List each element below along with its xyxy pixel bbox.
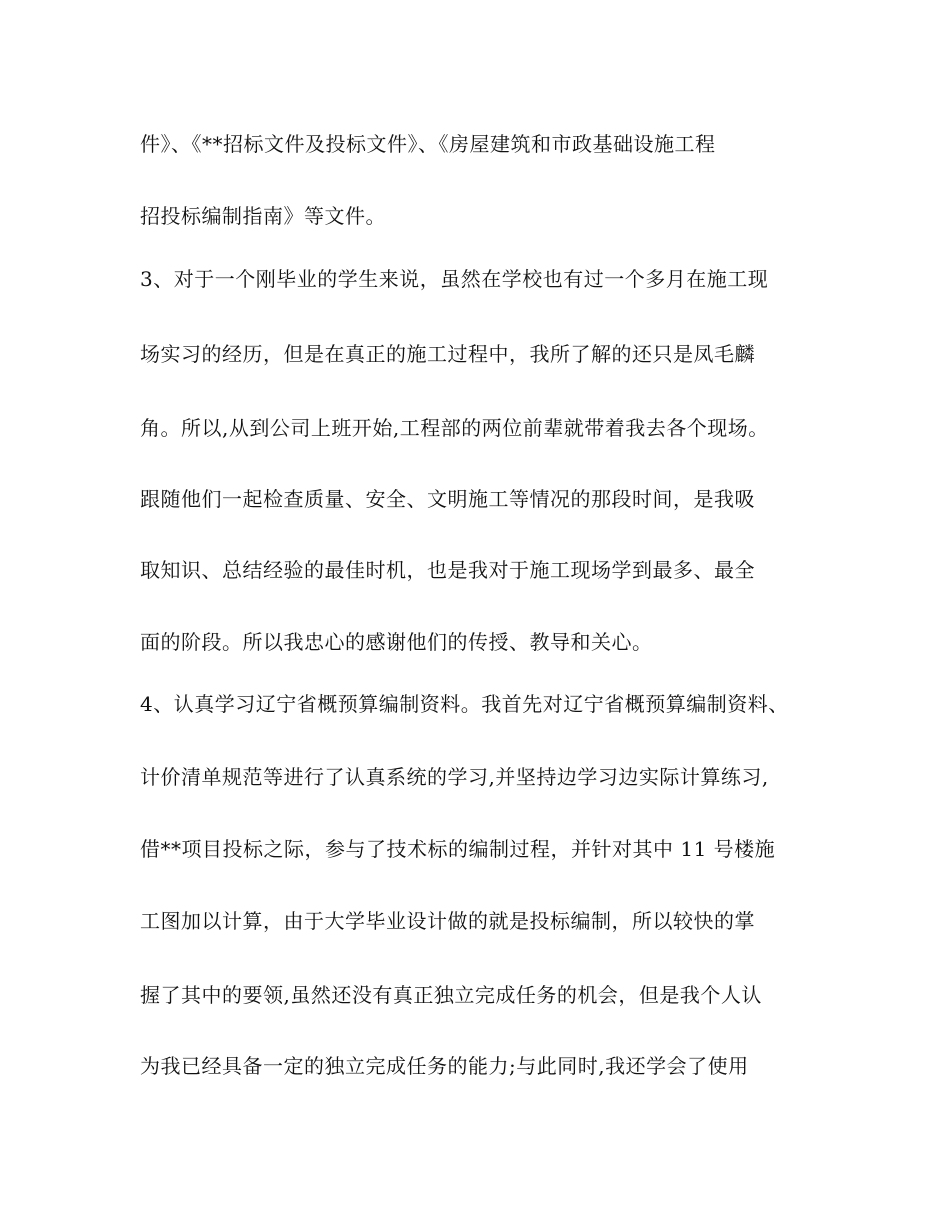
text-line: 4、认真学习辽宁省概预算编制资料。我首先对辽宁省概预算编制资料、 [140, 692, 789, 716]
text-line: 招投标编制指南》等文件。 [140, 204, 386, 228]
text-line: 借**项目投标之际，参与了技术标的编制过程，并针对其中 11 号楼施 [140, 837, 776, 861]
text-line: 件》、《**招标文件及投标文件》、《房屋建筑和市政基础设施工程 [140, 132, 716, 156]
text-line: 计价清单规范等进行了认真系统的学习,并坚持边学习边实际计算练习, [140, 765, 769, 789]
text-line: 工图加以计算，由于大学毕业设计做的就是投标编制，所以较快的掌 [140, 909, 755, 933]
text-line: 跟随他们一起检查质量、安全、文明施工等情况的那段时间，是我吸 [140, 487, 755, 511]
text-line: 为我已经具备一定的独立完成任务的能力;与此同时,我还学会了使用 [140, 1054, 749, 1078]
text-line: 取知识、总结经验的最佳时机，也是我对于施工现场学到最多、最全 [140, 558, 755, 582]
text-line: 面的阶段。所以我忠心的感谢他们的传授、教导和关心。 [140, 630, 653, 654]
text-line: 角。所以,从到公司上班开始,工程部的两位前辈就带着我去各个现场。 [140, 416, 769, 440]
text-line: 3、对于一个刚毕业的学生来说，虽然在学校也有过一个多月在施工现 [140, 267, 769, 291]
text-line: 握了其中的要领,虽然还没有真正独立完成任务的机会，但是我个人认 [140, 983, 762, 1007]
text-line: 场实习的经历，但是在真正的施工过程中，我所了解的还只是凤毛麟 [140, 342, 755, 366]
